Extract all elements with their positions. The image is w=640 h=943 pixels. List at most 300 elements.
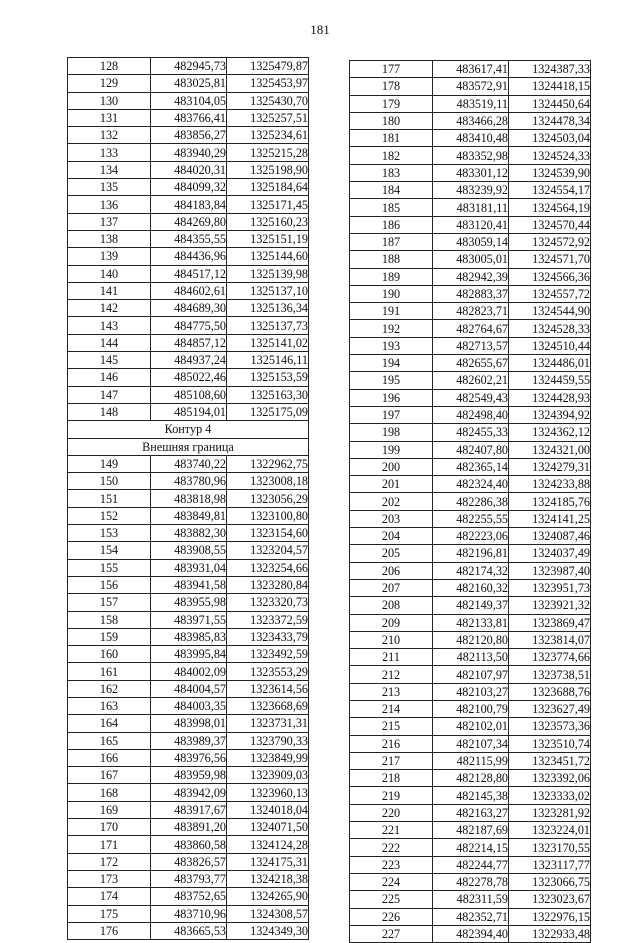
y-coordinate: 1323281,92 <box>509 804 591 821</box>
point-number: 172 <box>68 853 151 870</box>
point-number: 137 <box>68 213 151 230</box>
x-coordinate: 483181,11 <box>433 199 509 216</box>
point-number: 226 <box>350 908 433 925</box>
point-number: 147 <box>68 386 151 403</box>
y-coordinate: 1325136,34 <box>227 300 309 317</box>
y-coordinate: 1324566,36 <box>509 268 591 285</box>
table-row <box>350 95 591 112</box>
point-number: 204 <box>350 528 433 545</box>
y-coordinate: 1325153,59 <box>227 369 309 386</box>
table-row <box>350 251 591 268</box>
y-coordinate: 1323023,67 <box>509 891 591 908</box>
y-coordinate: 1322976,15 <box>509 908 591 925</box>
y-coordinate: 1324510,44 <box>509 337 591 354</box>
x-coordinate: 482187,69 <box>433 822 509 839</box>
table-row <box>68 680 309 697</box>
y-coordinate: 1324308,57 <box>227 905 309 922</box>
point-number: 218 <box>350 770 433 787</box>
x-coordinate: 482286,38 <box>433 493 509 510</box>
point-number: 179 <box>350 95 433 112</box>
point-number: 139 <box>68 248 151 265</box>
y-coordinate: 1325139,98 <box>227 265 309 282</box>
point-number: 190 <box>350 285 433 302</box>
point-number: 158 <box>68 611 151 628</box>
table-row <box>68 663 309 680</box>
point-number: 162 <box>68 680 151 697</box>
point-number: 206 <box>350 562 433 579</box>
point-number: 170 <box>68 819 151 836</box>
point-number: 191 <box>350 303 433 320</box>
x-coordinate: 483059,14 <box>433 233 509 250</box>
x-coordinate: 482278,78 <box>433 873 509 890</box>
table-row <box>68 248 309 265</box>
point-number: 209 <box>350 614 433 631</box>
point-number: 157 <box>68 594 151 611</box>
y-coordinate: 1325198,90 <box>227 161 309 178</box>
y-coordinate: 1324503,04 <box>509 130 591 147</box>
table-row <box>68 317 309 334</box>
y-coordinate: 1323668,69 <box>227 697 309 714</box>
point-number: 152 <box>68 507 151 524</box>
point-number: 173 <box>68 870 151 887</box>
y-coordinate: 1324524,33 <box>509 147 591 164</box>
y-coordinate: 1324087,46 <box>509 528 591 545</box>
x-coordinate: 483849,81 <box>151 507 227 524</box>
x-coordinate: 483780,96 <box>151 473 227 490</box>
point-number: 134 <box>68 161 151 178</box>
point-number: 192 <box>350 320 433 337</box>
x-coordinate: 482145,38 <box>433 787 509 804</box>
x-coordinate: 482113,50 <box>433 649 509 666</box>
point-number: 182 <box>350 147 433 164</box>
point-number: 167 <box>68 767 151 784</box>
x-coordinate: 483917,67 <box>151 801 227 818</box>
x-coordinate: 482764,67 <box>433 320 509 337</box>
section-subtitle-row <box>68 438 309 455</box>
x-coordinate: 485194,01 <box>151 403 227 420</box>
x-coordinate: 482655,67 <box>433 355 509 372</box>
y-coordinate: 1323280,84 <box>227 576 309 593</box>
table-row <box>350 839 591 856</box>
table-row <box>350 873 591 890</box>
point-number: 166 <box>68 749 151 766</box>
x-coordinate: 484183,84 <box>151 196 227 213</box>
x-coordinate: 482120,80 <box>433 631 509 648</box>
y-coordinate: 1323627,49 <box>509 700 591 717</box>
x-coordinate: 482942,39 <box>433 268 509 285</box>
x-coordinate: 484857,12 <box>151 334 227 351</box>
x-coordinate: 483301,12 <box>433 164 509 181</box>
point-number: 224 <box>350 873 433 890</box>
x-coordinate: 484269,80 <box>151 213 227 230</box>
y-coordinate: 1324450,64 <box>509 95 591 112</box>
point-number: 145 <box>68 352 151 369</box>
table-row <box>350 355 591 372</box>
x-coordinate: 483352,98 <box>433 147 509 164</box>
table-row <box>68 403 309 420</box>
y-coordinate: 1323573,36 <box>509 718 591 735</box>
x-coordinate: 484003,35 <box>151 697 227 714</box>
x-coordinate: 482149,37 <box>433 597 509 614</box>
y-coordinate: 1323987,40 <box>509 562 591 579</box>
point-number: 159 <box>68 628 151 645</box>
x-coordinate: 482352,71 <box>433 908 509 925</box>
table-row <box>68 127 309 144</box>
table-row <box>68 300 309 317</box>
point-number: 146 <box>68 369 151 386</box>
point-number: 196 <box>350 389 433 406</box>
point-number: 142 <box>68 300 151 317</box>
x-coordinate: 483908,55 <box>151 542 227 559</box>
table-row <box>350 631 591 648</box>
table-row <box>68 611 309 628</box>
table-row <box>68 819 309 836</box>
table-row <box>68 576 309 593</box>
table-row <box>350 891 591 908</box>
x-coordinate: 484689,30 <box>151 300 227 317</box>
y-coordinate: 1323100,80 <box>227 507 309 524</box>
point-number: 207 <box>350 579 433 596</box>
table-row <box>350 424 591 441</box>
y-coordinate: 1323774,66 <box>509 649 591 666</box>
x-coordinate: 482549,43 <box>433 389 509 406</box>
section-title: Контур 4 <box>68 421 309 438</box>
x-coordinate: 483617,41 <box>433 61 509 78</box>
table-row <box>68 888 309 905</box>
table-row <box>68 352 309 369</box>
table-row <box>350 614 591 631</box>
point-number: 140 <box>68 265 151 282</box>
point-number: 220 <box>350 804 433 821</box>
y-coordinate: 1323320,73 <box>227 594 309 611</box>
point-number: 171 <box>68 836 151 853</box>
table-row <box>350 147 591 164</box>
point-number: 151 <box>68 490 151 507</box>
point-number: 223 <box>350 856 433 873</box>
table-row <box>350 804 591 821</box>
x-coordinate: 483710,96 <box>151 905 227 922</box>
x-coordinate: 483793,77 <box>151 870 227 887</box>
x-coordinate: 483752,65 <box>151 888 227 905</box>
y-coordinate: 1325257,51 <box>227 109 309 126</box>
table-row <box>350 752 591 769</box>
y-coordinate: 1323731,31 <box>227 715 309 732</box>
point-number: 136 <box>68 196 151 213</box>
point-number: 199 <box>350 441 433 458</box>
x-coordinate: 483766,41 <box>151 109 227 126</box>
table-row <box>68 334 309 351</box>
table-row <box>350 61 591 78</box>
point-number: 177 <box>350 61 433 78</box>
point-number: 128 <box>68 58 151 75</box>
x-coordinate: 483998,01 <box>151 715 227 732</box>
y-coordinate: 1324459,55 <box>509 372 591 389</box>
x-coordinate: 482244,77 <box>433 856 509 873</box>
x-coordinate: 482407,80 <box>433 441 509 458</box>
table-row <box>350 649 591 666</box>
x-coordinate: 484004,57 <box>151 680 227 697</box>
table-row <box>350 78 591 95</box>
point-number: 160 <box>68 646 151 663</box>
x-coordinate: 483239,92 <box>433 182 509 199</box>
point-number: 219 <box>350 787 433 804</box>
x-coordinate: 483971,55 <box>151 611 227 628</box>
table-row <box>68 75 309 92</box>
y-coordinate: 1323814,07 <box>509 631 591 648</box>
x-coordinate: 483860,58 <box>151 836 227 853</box>
y-coordinate: 1324141,25 <box>509 510 591 527</box>
table-row <box>350 856 591 873</box>
x-coordinate: 483856,27 <box>151 127 227 144</box>
left-table-rows-b <box>68 455 309 939</box>
point-number: 201 <box>350 476 433 493</box>
table-row <box>350 216 591 233</box>
x-coordinate: 482128,80 <box>433 770 509 787</box>
point-number: 148 <box>68 403 151 420</box>
point-number: 200 <box>350 458 433 475</box>
section-title-row <box>68 421 309 438</box>
y-coordinate: 1325234,61 <box>227 127 309 144</box>
table-row <box>68 282 309 299</box>
y-coordinate: 1324037,49 <box>509 545 591 562</box>
y-coordinate: 1324528,33 <box>509 320 591 337</box>
point-number: 135 <box>68 179 151 196</box>
y-coordinate: 1324539,90 <box>509 164 591 181</box>
y-coordinate: 1324570,44 <box>509 216 591 233</box>
table-row <box>68 801 309 818</box>
point-number: 185 <box>350 199 433 216</box>
x-coordinate: 482498,40 <box>433 406 509 423</box>
y-coordinate: 1323451,72 <box>509 752 591 769</box>
section-header <box>68 421 309 456</box>
y-coordinate: 1323869,47 <box>509 614 591 631</box>
x-coordinate: 484355,55 <box>151 230 227 247</box>
y-coordinate: 1324478,34 <box>509 112 591 129</box>
left-table-rows-a <box>68 58 309 421</box>
point-number: 176 <box>68 922 151 939</box>
x-coordinate: 482214,15 <box>433 839 509 856</box>
x-coordinate: 483025,81 <box>151 75 227 92</box>
x-coordinate: 482133,81 <box>433 614 509 631</box>
x-coordinate: 483005,01 <box>433 251 509 268</box>
y-coordinate: 1324564,19 <box>509 199 591 216</box>
table-row <box>350 285 591 302</box>
y-coordinate: 1322933,48 <box>509 925 591 942</box>
y-coordinate: 1324557,72 <box>509 285 591 302</box>
table-row <box>350 718 591 735</box>
x-coordinate: 482945,73 <box>151 58 227 75</box>
table-row <box>68 749 309 766</box>
point-number: 130 <box>68 92 151 109</box>
x-coordinate: 482223,06 <box>433 528 509 545</box>
y-coordinate: 1323154,60 <box>227 525 309 542</box>
y-coordinate: 1323790,33 <box>227 732 309 749</box>
x-coordinate: 483466,28 <box>433 112 509 129</box>
point-number: 161 <box>68 663 151 680</box>
table-row <box>350 303 591 320</box>
coordinates-table-left <box>67 57 309 940</box>
y-coordinate: 1324349,30 <box>227 922 309 939</box>
x-coordinate: 482102,01 <box>433 718 509 735</box>
table-row <box>68 870 309 887</box>
y-coordinate: 1325163,30 <box>227 386 309 403</box>
y-coordinate: 1323492,59 <box>227 646 309 663</box>
y-coordinate: 1325430,70 <box>227 92 309 109</box>
table-row <box>350 700 591 717</box>
table-row <box>68 628 309 645</box>
x-coordinate: 482455,33 <box>433 424 509 441</box>
y-coordinate: 1324018,04 <box>227 801 309 818</box>
y-coordinate: 1325175,09 <box>227 403 309 420</box>
point-number: 221 <box>350 822 433 839</box>
point-number: 216 <box>350 735 433 752</box>
right-table-rows <box>350 61 591 943</box>
y-coordinate: 1323849,99 <box>227 749 309 766</box>
table-row <box>68 455 309 472</box>
table-row <box>68 213 309 230</box>
x-coordinate: 482823,71 <box>433 303 509 320</box>
y-coordinate: 1323960,13 <box>227 784 309 801</box>
y-coordinate: 1324071,50 <box>227 819 309 836</box>
table-row <box>68 715 309 732</box>
point-number: 141 <box>68 282 151 299</box>
table-row <box>68 767 309 784</box>
point-number: 178 <box>350 78 433 95</box>
y-coordinate: 1323224,01 <box>509 822 591 839</box>
point-number: 211 <box>350 649 433 666</box>
point-number: 154 <box>68 542 151 559</box>
table-row <box>350 372 591 389</box>
table-row <box>68 542 309 559</box>
x-coordinate: 482394,40 <box>433 925 509 942</box>
x-coordinate: 483519,11 <box>433 95 509 112</box>
point-number: 180 <box>350 112 433 129</box>
y-coordinate: 1324394,92 <box>509 406 591 423</box>
table-row <box>68 144 309 161</box>
y-coordinate: 1323433,79 <box>227 628 309 645</box>
y-coordinate: 1325141,02 <box>227 334 309 351</box>
table-row <box>68 230 309 247</box>
y-coordinate: 1323204,57 <box>227 542 309 559</box>
table-row <box>350 528 591 545</box>
table-row <box>68 490 309 507</box>
x-coordinate: 484517,12 <box>151 265 227 282</box>
table-row <box>68 697 309 714</box>
x-coordinate: 483891,20 <box>151 819 227 836</box>
y-coordinate: 1323738,51 <box>509 666 591 683</box>
y-coordinate: 1325479,87 <box>227 58 309 75</box>
table-row <box>350 320 591 337</box>
x-coordinate: 483976,56 <box>151 749 227 766</box>
x-coordinate: 483955,98 <box>151 594 227 611</box>
point-number: 138 <box>68 230 151 247</box>
point-number: 188 <box>350 251 433 268</box>
y-coordinate: 1324265,90 <box>227 888 309 905</box>
point-number: 132 <box>68 127 151 144</box>
x-coordinate: 483995,84 <box>151 646 227 663</box>
point-number: 195 <box>350 372 433 389</box>
y-coordinate: 1324387,33 <box>509 61 591 78</box>
x-coordinate: 483120,41 <box>433 216 509 233</box>
table-row <box>350 822 591 839</box>
x-coordinate: 483740,22 <box>151 455 227 472</box>
point-number: 225 <box>350 891 433 908</box>
point-number: 144 <box>68 334 151 351</box>
y-coordinate: 1324544,90 <box>509 303 591 320</box>
point-number: 210 <box>350 631 433 648</box>
y-coordinate: 1323372,59 <box>227 611 309 628</box>
y-coordinate: 1323066,75 <box>509 873 591 890</box>
x-coordinate: 482115,99 <box>433 752 509 769</box>
point-number: 202 <box>350 493 433 510</box>
y-coordinate: 1325453,97 <box>227 75 309 92</box>
point-number: 155 <box>68 559 151 576</box>
x-coordinate: 485022,46 <box>151 369 227 386</box>
y-coordinate: 1324321,00 <box>509 441 591 458</box>
point-number: 197 <box>350 406 433 423</box>
y-coordinate: 1323909,03 <box>227 767 309 784</box>
table-row <box>350 735 591 752</box>
y-coordinate: 1325215,28 <box>227 144 309 161</box>
y-coordinate: 1325144,60 <box>227 248 309 265</box>
y-coordinate: 1324486,01 <box>509 355 591 372</box>
table-row <box>68 922 309 939</box>
table-row <box>350 130 591 147</box>
point-number: 203 <box>350 510 433 527</box>
table-row <box>350 510 591 527</box>
point-number: 165 <box>68 732 151 749</box>
y-coordinate: 1324279,31 <box>509 458 591 475</box>
table-row <box>68 525 309 542</box>
y-coordinate: 1324572,92 <box>509 233 591 250</box>
table-row <box>68 594 309 611</box>
y-coordinate: 1323117,77 <box>509 856 591 873</box>
x-coordinate: 484602,61 <box>151 282 227 299</box>
point-number: 186 <box>350 216 433 233</box>
point-number: 163 <box>68 697 151 714</box>
y-coordinate: 1324418,15 <box>509 78 591 95</box>
point-number: 169 <box>68 801 151 818</box>
table-row <box>68 784 309 801</box>
table-row <box>350 770 591 787</box>
table-row <box>350 666 591 683</box>
point-number: 205 <box>350 545 433 562</box>
y-coordinate: 1324124,28 <box>227 836 309 853</box>
x-coordinate: 484436,96 <box>151 248 227 265</box>
table-row <box>68 265 309 282</box>
y-coordinate: 1324428,93 <box>509 389 591 406</box>
point-number: 213 <box>350 683 433 700</box>
point-number: 189 <box>350 268 433 285</box>
section-subtitle: Внешняя граница <box>68 438 309 455</box>
y-coordinate: 1324185,76 <box>509 493 591 510</box>
y-coordinate: 1325137,73 <box>227 317 309 334</box>
x-coordinate: 484002,09 <box>151 663 227 680</box>
x-coordinate: 485108,60 <box>151 386 227 403</box>
point-number: 194 <box>350 355 433 372</box>
table-row <box>68 732 309 749</box>
table-row <box>350 562 591 579</box>
table-row <box>68 507 309 524</box>
table-row <box>350 545 591 562</box>
table-row <box>68 369 309 386</box>
y-coordinate: 1325137,10 <box>227 282 309 299</box>
x-coordinate: 483942,09 <box>151 784 227 801</box>
point-number: 217 <box>350 752 433 769</box>
table-row <box>350 787 591 804</box>
y-coordinate: 1325146,11 <box>227 352 309 369</box>
x-coordinate: 484775,50 <box>151 317 227 334</box>
